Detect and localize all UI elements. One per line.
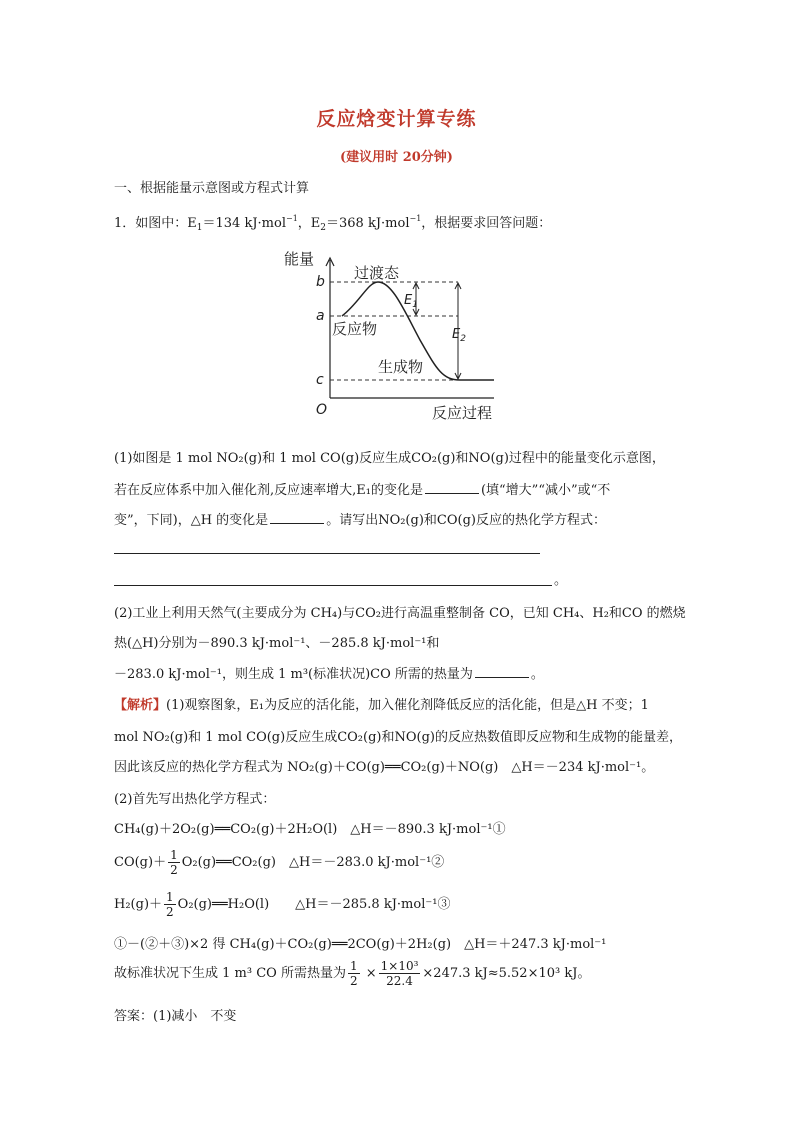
analysis-line4: (2)首先写出热化学方程式：	[114, 792, 276, 807]
analysis-line3: 因此该反应的热化学方程式为 NO₂(g)＋CO(g)══CO₂(g)＋NO(g) △H＝－234 kJ·mol⁻¹。	[114, 760, 655, 775]
label-a: a	[316, 308, 325, 324]
answer-blank-heat[interactable]	[475, 665, 529, 678]
part2-line3: －283.0 kJ·mol⁻¹，则生成 1 m³(标准状况)CO 所需的热量为 。	[114, 667, 544, 682]
label-c: c	[316, 372, 324, 388]
transition-state-label: 过渡态	[354, 264, 400, 282]
e1-label: $E_1$	[404, 293, 418, 310]
fraction-half: $\frac{1}{2}$	[349, 959, 358, 988]
equation-4: ①－(②＋③)×2 得 CH₄(g)＋CO₂(g)══2CO(g)＋2H₂(g) △H＝＋247.3 kJ·mol⁻¹	[114, 937, 607, 952]
reactant-label: 反应物	[332, 320, 378, 338]
equation-1: CH₄(g)＋2O₂(g)══CO₂(g)＋2H₂O(l) △H＝－890.3 kJ·mol⁻¹①	[114, 822, 506, 837]
origin-label: O	[316, 402, 328, 418]
page-subtitle: (建议用时 20分钟)	[340, 150, 453, 165]
fraction-half: $\frac{1}{2}$	[166, 890, 174, 919]
question-1-intro: 1．如图中：$E_1=134$ kJ·mol$^{-1}$，$E_2=368$ kJ·mol$^{-1}$，根据要求回答问题：	[114, 214, 552, 233]
e2-label: $E_2$	[452, 327, 466, 344]
part1-line3: 变”，下同)，△H 的变化是 。请写出NO₂(g)和CO(g)反应的热化学方程式：	[114, 513, 606, 528]
analysis-line1: 【解析】(1)观察图象，E₁为反应的活化能，加入催化剂降低反应的活化能，但是△H 不变；1	[114, 698, 649, 713]
page-title: 反应焓变计算专练	[316, 108, 477, 130]
x-axis-label: 反应过程	[432, 404, 493, 422]
fraction-volume: $\frac{\text{1×10³}}{22.4}$	[380, 959, 419, 988]
answer-line-1[interactable]	[114, 553, 540, 554]
label-b: b	[316, 274, 325, 290]
product-label: 生成物	[378, 358, 424, 376]
part2-line2: 热(△H)分别为－890.3 kJ·mol⁻¹、－285.8 kJ·mol⁻¹和	[114, 636, 440, 651]
answer-line-end: 。	[554, 573, 568, 588]
part1-line2: 若在反应体系中加入催化剂,反应速率增大,E₁的变化是 (填“增大”“减小”或“不	[114, 483, 611, 498]
answer-blank-e1[interactable]	[425, 481, 479, 494]
equation-2: CO(g)＋ $\frac{1}{2}$ O₂(g)══CO₂(g) △H＝－283.0 kJ·mol⁻¹②	[114, 848, 445, 877]
analysis-tag: 【解析】	[114, 698, 167, 713]
answer-line-2[interactable]	[114, 585, 552, 586]
part1-line1: (1)如图是 1 mol NO₂(g)和 1 mol CO(g)反应生成CO₂(g)和NO(g)过程中的能量变化示意图，	[114, 451, 665, 466]
energy-diagram	[280, 240, 510, 425]
fraction-half: $\frac{1}{2}$	[170, 848, 178, 877]
equation-5: 故标准状况下生成 1 m³ CO 所需热量为 $\frac{1}{2}$ × $\frac{\text{1×10³}}{22.4}$ ×247.3 kJ≈5.52×10³ kJ。	[114, 959, 591, 988]
answer-blank-dh[interactable]	[270, 511, 324, 524]
equation-3: H₂(g)＋ $\frac{1}{2}$ O₂(g)══H₂O(l) △H＝－285.8 kJ·mol⁻¹③	[114, 890, 451, 919]
analysis-line2: mol NO₂(g)和 1 mol CO(g)反应生成CO₂(g)和NO(g)的反应热数值即反应物和生成物的能量差，	[114, 730, 682, 745]
section-heading: 一、根据能量示意图或方程式计算	[114, 181, 310, 196]
y-axis-label: 能量	[284, 250, 315, 268]
answer-line: 答案：(1)减小 不变	[114, 1009, 237, 1024]
part2-line1: (2)工业上利用天然气(主要成分为 CH₄)与CO₂进行高温重整制备 CO，已知 CH₄、H₂和CO 的燃烧	[114, 606, 686, 621]
